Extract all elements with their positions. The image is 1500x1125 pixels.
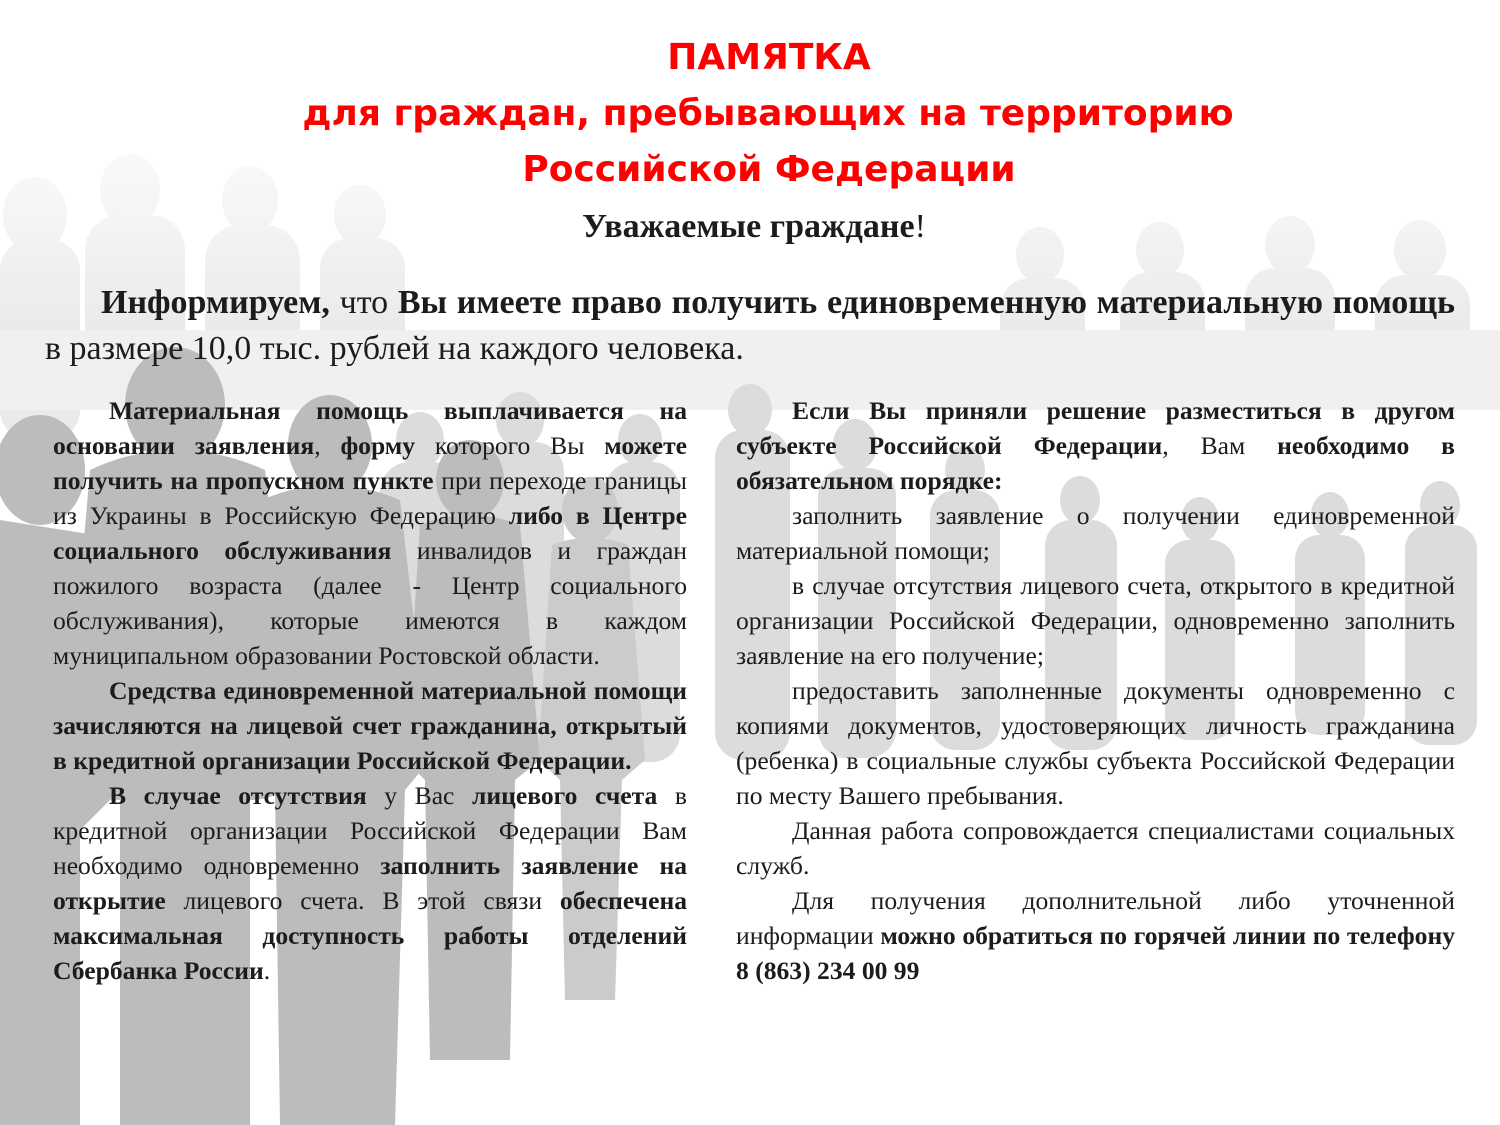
- right-paragraph-1: [736, 393, 1455, 498]
- title-line-3: Российской Федерации: [522, 149, 1016, 190]
- right-p1-s2: , Вам: [1162, 431, 1278, 460]
- left-p1-s7: либо в Центре социального обслуживания: [53, 501, 687, 565]
- intro-paragraph: [45, 280, 1455, 372]
- right-paragraph-5: Данная работа сопровождается специалистами социальных служб.: [736, 816, 1455, 880]
- left-p1-s8: инвалидов и граждан пожилого возраста (далее - Центр социального обслуживания), которые имеются в каждом муниципальном образовании Ростовской области.: [53, 536, 687, 670]
- left-paragraph-1: [53, 393, 687, 673]
- left-p3-s8: .: [263, 956, 271, 985]
- left-p3-s6: лицевого счета. В этой связи: [165, 886, 560, 915]
- hotline-phone: можно обратиться по горячей линии по телефону 8 (863) 234 00 99: [736, 921, 1455, 985]
- greeting: [0, 204, 1500, 250]
- left-p3-s5: заполнить заявление на открытие: [53, 851, 687, 915]
- intro-s4: в размере 10,0 тыс. рублей на каждого человека.: [45, 330, 744, 367]
- left-p1-s6: при переходе границы из Украины в Российскую Федерацию: [53, 466, 688, 530]
- title-line-2: для граждан, пребывающих на территорию: [302, 93, 1234, 134]
- left-p1-s4: которого Вы: [415, 431, 605, 460]
- left-p3-s2: у Вас: [366, 781, 472, 810]
- left-p3-s4: в кредитной организации Российской Федерации Вам необходимо одновременно: [53, 781, 687, 880]
- intro-s1: Информируем,: [101, 284, 330, 321]
- left-column: [53, 393, 687, 988]
- left-p1-s3: форму: [340, 431, 416, 460]
- right-p1-s3: необходимо в обязательном порядке:: [736, 431, 1455, 495]
- right-paragraph-3: в случае отсутствия лицевого счета, открытого в кредитной организации Российской Федерации, одновременно заполнить заявление на его получение;: [736, 571, 1455, 670]
- right-paragraph-2: заполнить заявление о получении единовременной материальной помощи;: [736, 501, 1455, 565]
- title-line-1: ПАМЯТКА: [667, 37, 871, 78]
- intro-s2: что: [329, 284, 398, 321]
- greeting-exclamation: !: [914, 208, 926, 245]
- right-p1-s1: Если Вы приняли решение разместиться в другом субъекте Российской Федерации: [736, 396, 1455, 460]
- right-paragraph-4: предоставить заполненные документы одновременно с копиями документов, удостоверяющих личность гражданина (ребенка) в социальные службы субъекта Российской Федерации по месту Вашего пребывания.: [736, 676, 1455, 810]
- right-paragraph-6: [736, 883, 1455, 988]
- left-paragraph-2: [53, 673, 687, 778]
- left-p1-s1: Материальная помощь выплачивается на основании заявления: [53, 396, 687, 460]
- right-p6-s1: Для получения дополнительной либо уточненной информации: [736, 886, 1455, 950]
- left-p2-s1: Средства единовременной материальной помощи зачисляются на лицевой счет гражданина, открытый в кредитной организации Российской Федерации.: [53, 676, 687, 775]
- left-p3-s1: В случае отсутствия: [109, 781, 367, 810]
- left-p1-s5: можете получить на пропускном пункте: [53, 431, 688, 495]
- left-paragraph-3: [53, 778, 687, 988]
- left-p3-s7: обеспечена максимальная доступность работы отделений Сбербанка России: [53, 886, 687, 985]
- memo-title: [0, 30, 1500, 198]
- left-p3-s3: лицевого счета: [472, 781, 658, 810]
- greeting-text: Уважаемые граждане: [582, 208, 915, 245]
- right-column: [736, 393, 1455, 988]
- left-p1-s2: ,: [314, 431, 341, 460]
- intro-s3: Вы имеете право получить единовременную материальную помощь: [397, 284, 1455, 321]
